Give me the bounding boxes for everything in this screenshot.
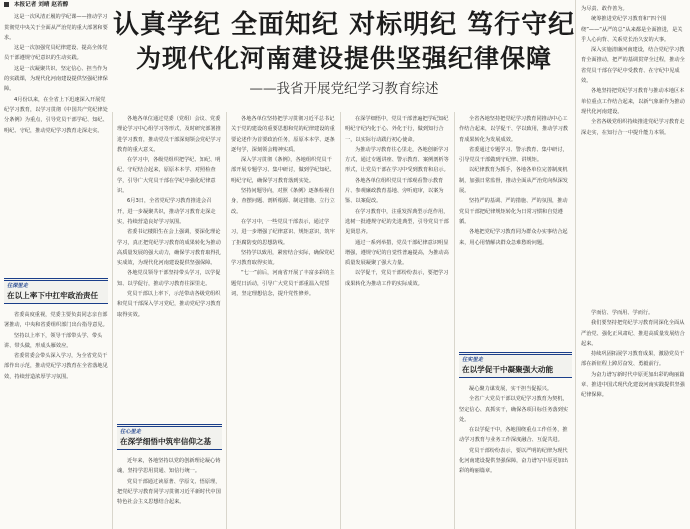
paragraph: 省委书记楼阳生在会上强调，要深化理论学习，真正把党纪学习教育的成果转化为推动高质量发展的强大动力，确保学习教育取得扎实成效，为现代化河南建设提供坚强保障。 bbox=[117, 229, 221, 267]
paragraph: 各地各单位组织党员干部观看警示教育片、参观廉政教育基地、旁听庭审，以案为鉴、以案促改。 bbox=[345, 177, 444, 205]
paragraph: 为尽责、敢作善为。 bbox=[581, 6, 628, 12]
paragraph: 党员干部以上率下，示范带动各级党组织和党员干部深入学习党纪，推动党纪学习教育取得实效。 bbox=[117, 291, 221, 318]
paragraph: 这是一次加强党员纪律建设、提高全体党员干部遵规守纪意识的生动实践。 bbox=[4, 45, 108, 62]
paragraph: 持续巩固拓展学习教育成果，激励党员干部在新征程上踔厉奋发、勇毅前行。 bbox=[581, 351, 685, 368]
paragraph: 深入实施清廉河南建设，结合党纪学习教育全面推动，把严的基调贯穿全过程，推动全省党员干部在学纪中受教育、在守纪中见成效。 bbox=[581, 47, 685, 85]
paragraph: 学而信、学而用、学而行。 bbox=[591, 310, 654, 316]
article-column-4 bbox=[345, 114, 449, 529]
paragraph: 省委通过专题学习、警示教育、集中研讨，引导党员干部做到守纪律、讲规矩。 bbox=[459, 146, 568, 164]
column-divider bbox=[226, 112, 227, 529]
article-column-6 bbox=[581, 4, 686, 304]
headline-line-1: 认真学纪 全面知纪 对标明纪 笃行守纪 bbox=[113, 10, 576, 40]
paragraph: 全省各地坚持把党纪学习教育同推动中心工作结合起来，以学促干、学以致用，推动学习教育成果转化为发展成效。 bbox=[459, 116, 568, 143]
column-divider bbox=[454, 112, 455, 529]
headline-subtitle: ——我省开展党纪学习教育综述 bbox=[249, 81, 439, 97]
column-divider bbox=[575, 0, 576, 529]
article-column-3 bbox=[231, 114, 335, 529]
article-column-5-lower bbox=[459, 384, 571, 529]
paragraph: 深入学习贯彻《条例》，各地组织党员干部开展专题学习、集中研讨，做到学纪知纪、明纪守纪，确保学习教育落到实处。 bbox=[231, 157, 335, 184]
article-column-2 bbox=[117, 114, 221, 420]
article-column-1-lower bbox=[4, 310, 108, 529]
paragraph: 这是一次凝聚共识、坚定信心、担当作为的实践课，为现代化河南建设提供坚强纪律保障。 bbox=[4, 65, 108, 93]
paragraph: “七一”前后，河南省开展了丰富多彩的主题党日活动，引导广大党员干部重温入党誓词，坚定理想信念，提升党性修养。 bbox=[231, 270, 335, 298]
paragraph: 以纪律教育为抓手，各地各单位完善制度机制，加强日常监督，推动全面从严治党向纵深发展。 bbox=[459, 167, 568, 195]
paragraph: 各地坚持把党纪学习教育与推动本地区本单位重点工作结合起来，以新气象新作为推动现代化河南建设。 bbox=[581, 88, 685, 115]
paragraph: 在深学细悟中，党员干部普遍把学纪知纪明纪守纪内化于心、外化于行，做到知行合一，以实际行动践行初心使命。 bbox=[345, 116, 449, 143]
paragraph: 6月3日，全省党纪学习教育推进会召开，进一步凝聚共识，推动学习教育走深走实，持续营造良好学习氛围。 bbox=[117, 198, 216, 225]
paragraph: 近年来，各地坚持以党的创新理论凝心铸魂，坚持学思用贯通、知信行统一。 bbox=[117, 458, 221, 475]
paragraph: 以学促干，党员干部纷纷表示，要把学习成果转化为推动工作的实际成效。 bbox=[345, 270, 449, 287]
paragraph: 各地各单位通过党委（党组）会议、党委理论学习中心组学习等形式，及时研究部署推进学习教育，推动党员干部深刻领会党纪学习教育的重大意义。 bbox=[117, 116, 221, 153]
paragraph: 我们要坚持把党纪学习教育同深化全面从严治党、强化正风肃纪、推进高质量发展结合起来。 bbox=[581, 320, 685, 347]
column-divider bbox=[340, 112, 341, 529]
section-heading-1: 往深里走 在以上率下中扛牢政治责任 bbox=[4, 278, 108, 304]
paragraph: 在学习中，一些党员干部表示，通过学习，进一步增强了纪律意识、规矩意识，筑牢了拒腐防变的思想防线。 bbox=[231, 218, 335, 246]
section-heading-2: 往心里走 在深学细悟中筑牢信仰之基 bbox=[117, 424, 222, 450]
paragraph: 坚持问题导向，对照《条例》逐条检视自身，查摆问题、剖析根源、制定措施、立行立改。 bbox=[231, 188, 335, 215]
article-column-5 bbox=[459, 114, 571, 344]
section-heading-3: 往实里走 在以学促干中凝聚强大动能 bbox=[459, 352, 572, 378]
paragraph: 全省各级党组织持续推进党纪学习教育走深走实，在知行合一中提升能力本领。 bbox=[581, 119, 685, 136]
paragraph: 省委高度重视，党委主要负责同志亲自部署推动，中央和省委组织部门出台指导意见。 bbox=[4, 312, 108, 329]
paragraph: 这是一次风清正履的学纪课——推动学习贯彻党中央关于全面从严治党的重大部署和要求。 bbox=[4, 14, 108, 41]
headline-line-2: 为现代化河南建设提供坚强纪律保障 bbox=[135, 44, 552, 73]
paragraph: 党员干部纷纷表示，要以严明的纪律为现代化河南建设提供坚强保障，奋力谱写中原更加出彩的绚丽篇章。 bbox=[459, 447, 568, 475]
paragraph: 坚持严的基调、严的措施、严的氛围，推动党员干部把纪律规矩转化为日常习惯和自觉遵循。 bbox=[459, 198, 568, 225]
paragraph: 坚持学以致用，紧密结合实际，确保党纪学习教育取得实效。 bbox=[231, 249, 335, 267]
column-divider bbox=[112, 112, 113, 529]
paragraph: 在学习中，各级党组织把学纪、知纪、明纪、守纪结合起来，原原本本学、对照检查学，引导广大党员干部在学纪中强化纪律意识。 bbox=[117, 157, 221, 195]
paragraph: 坚持以上率下，领导干部带头学、带头讲、带头做，形成头雁效应。 bbox=[4, 332, 103, 349]
paragraph: 通过一系列举措，党员干部纪律意识明显增强，遵规守纪的自觉性普遍提高，为推动高质量发展凝聚了强大力量。 bbox=[345, 239, 449, 267]
paragraph: 在学习教育中，注重发挥典型示范作用，选树一批遵规守纪的先进典型，引导党员干部见贤思齐。 bbox=[345, 208, 449, 236]
article-column-2-lower bbox=[117, 456, 221, 529]
paragraph: 为推动学习教育往心里走，各地创新学习方式，通过专题讲座、警示教育、案例剖析等形式，让党员干部在学习中受到教育和启示。 bbox=[345, 146, 449, 174]
paragraph: 省委常委会带头深入学习，为全省党员干部作出示范，推动党纪学习教育在全省落地见效，持续营造浓厚学习氛围。 bbox=[4, 353, 108, 380]
byline: 本报记者 刘晴 赵若醇 bbox=[4, 0, 108, 10]
paragraph: 各地党员领导干部坚持带头学习，以学促知、以学促行，推动学习教育往深里走。 bbox=[117, 270, 221, 287]
paragraph: 统筹推进党纪学习教育和“四个围绕”——“从严的总”从来都是全面推进，是关乎人心向背、关系党长治久安的大事。 bbox=[581, 16, 683, 43]
paragraph: 为奋力谱写新时代中原更加出彩的绚丽篇章、推进中国式现代化建设河南实践提供坚强纪律保障。 bbox=[581, 371, 685, 399]
paragraph: 各地把党纪学习教育同为群众办实事结合起来，用心用情解决群众急难愁盼问题。 bbox=[459, 229, 568, 246]
paragraph: 凝心聚力谋发展，实干担当促振兴。 bbox=[469, 386, 553, 392]
article-column-6-lower bbox=[581, 308, 686, 529]
paragraph: 全省广大党员干部以党纪学习教育为契机，坚定信心、真抓实干，确保各项目标任务落到实处。 bbox=[459, 396, 568, 423]
paragraph: 各地各单位坚持把学习贯彻习近平总书记关于党的建设的重要思想和党的纪律建设的重要论述作为首要政治任务，原原本本学、逐条逐句学，深刻领会精神实质。 bbox=[231, 116, 335, 153]
paragraph: 4月份以来，在全省上下迅速深入开展党纪学习教育，以学习贯彻《中国共产党纪律处分条例》为重点，引导党员干部学纪、知纪、明纪、守纪，推动党纪学习教育走深走实。 bbox=[4, 96, 108, 134]
paragraph: 党员干部通过读原著、学原文、悟原理，把党纪学习教育同学习贯彻习近平新时代中国特色社会主义思想结合起来。 bbox=[117, 478, 221, 506]
paragraph: 在以学促干中，各地围绕重点工作任务，推动学习教育与业务工作深度融合、互促共进。 bbox=[459, 427, 568, 444]
